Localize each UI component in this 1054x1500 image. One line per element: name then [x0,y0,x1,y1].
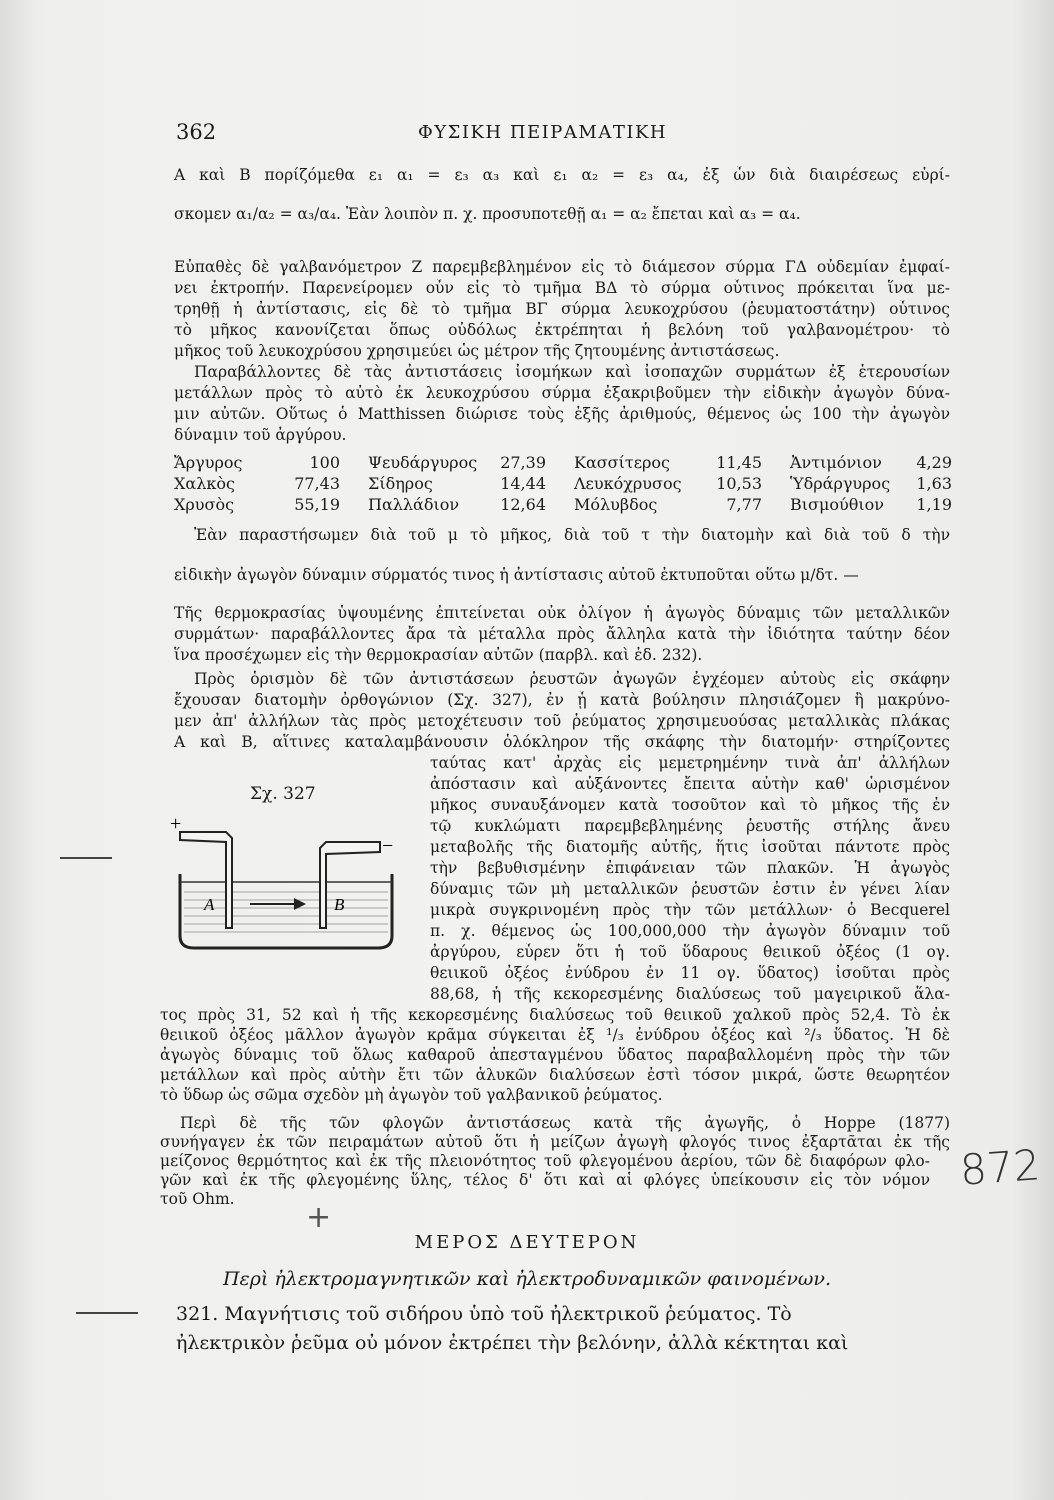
running-title: ΦΥΣΙΚΗ ΠΕΙΡΑΜΑΤΙΚΗ [418,122,668,143]
paragraph-line: τῷ κυκλώματι παρεμβεβλημένης ῥευστῆς στήλης ἄνευ [430,817,950,835]
paragraph-line: Περὶ δὲ τῆς τῶν φλογῶν ἀντιστάσεως κατὰ τῆς ἀγωγῆς, ὁ Hoppe (1877) [180,1114,950,1132]
paragraph-line: ἀγωγὸς δύναμις τοῦ ὅλως καθαροῦ ἀπεσταγμένου ὕδατος παραβαλλομένη πρὸς τὴν τῶν [160,1046,950,1064]
plate-a-label: Α [204,895,215,914]
paragraph-line: τος πρὸς 31, 52 καὶ ἡ τῆς κεκορεσμένης διαλύσεως τοῦ θειικοῦ χαλκοῦ πρὸς 52,4. Τὸ ἐκ [160,1006,950,1024]
paragraph-line: μετάλλων πρὸς τὸ αὐτὸ ἐκ λευκοχρύσου σύρμα ἐξακριβοῦμεν τὴν εἰδικὴν ἀγωγὸν δύνα- [174,384,950,402]
paragraph-line: μεν ἀπ' ἀλλήλων τὰς πρὸς μετοχέτευσιν τοῦ ῥεύματος χρησιμευούσας μεταλλικὰς πλάκας [174,712,950,730]
paragraph-line: τοῦ Ohm. [160,1190,235,1208]
paragraph-line: Α καὶ Β, αἵτινες καταλαμβάνουσιν ὁλόκληρον τῆς σκάφης τὴν διατομήν· στηρίζοντες [174,733,950,751]
section-text-line: ἠλεκτρικὸν ῥεῦμα οὐ μόνον ἐκτρέπει τὴν βελόνην, ἀλλὰ κέκτηται καὶ [176,1332,849,1354]
paragraph-line: Τῆς θερμοκρασίας ὑψουμένης ἐπιτείνεται οὐκ ὀλίγον ἡ ἀγωγὸς δύναμις τῶν μεταλλικῶν [174,604,950,622]
paragraph-line: μείζονος θερμότητος καὶ ἐκ τῆς πλειονότητος τοῦ φλεγομένου ἀερίου, τῶν δὲ διαφόρων φλο- [160,1152,930,1170]
paragraph-line: ἀργύρου, εὗρεν ὅτι ἡ τοῦ ὕδαρους θειικοῦ ὀξέος (1 ογ. [430,943,950,961]
paragraph-line: ταύτας κατ' ἀρχὰς εἰς μεμετρημένην τινὰ ἀπ' ἀλλήλων [430,754,950,772]
plus-sign: + [170,813,182,835]
paragraph-line: τὸ ὕδωρ ὡς σῶμα σχεδὸν μὴ ἀγωγὸν τοῦ γαλβανικοῦ ῥεύματος. [160,1086,663,1104]
paragraph-line: θειικοῦ ὀξέος μᾶλλον ἀγωγὸν κρᾶμα σύγκειται ἐξ ¹/₃ ἐνύδρου ὀξέος καὶ ²/₃ ὕδατος. Ἡ δὲ [160,1026,950,1044]
conductivity-value: 55,19 [294,495,340,514]
conductivity-value: 14,44 [500,474,546,493]
paragraph-line: μετάλλων καὶ πρὸς αὐτὴν ἔτι τῶν ἁλυκῶν διαλύσεων ἐστὶ τόσον μικρά, ὥστε θεωρητέον [160,1066,950,1084]
paragraph-line: ἀπόστασιν καὶ αὐξάνοντες ἔπειτα αὐτὴν καθ' ὡρισμένον [430,775,950,793]
paragraph-line: σκομεν α₁/α₂ = α₃/α₄. Ἐὰν λοιπὸν π. χ. προσυποτεθῇ α₁ = α₂ ἔπεται καὶ α₃ = α₄. [174,205,801,223]
electrolytic-trough-figure [166,812,406,962]
conductivity-value: 1,63 [916,474,952,493]
conductivity-value: 77,43 [294,474,340,493]
conductivity-value: 27,39 [500,453,546,472]
paragraph-line: μιν αὐτῶν. Οὕτως ὁ Matthissen διώρισε τοὺς ἑξῆς ἀριθμούς, θέμενος ὡς 100 τὴν ἀγωγὸν [174,405,950,423]
plate-b-label: Β [334,895,345,914]
paragraph-line: δύναμιν τοῦ ἀργύρου. [174,426,347,444]
paragraph-line: τὴν βεβυθισμένην ἐπιφάνειαν τῶν πλακῶν. Ἡ ἀγωγὸς [430,859,950,877]
metal-name: Σίδηρος [368,474,433,493]
metal-name: Παλλάδιον [368,495,460,514]
metal-name: Λευκόχρυσος [574,474,682,493]
paragraph-line: Πρὸς ὁρισμὸν δὲ τῶν ἀντιστάσεων ῥευστῶν ἀγωγῶν ἐγχέομεν αὐτοὺς εἰς σκάφην [194,670,950,688]
paragraph-line: νει ἐκτροπήν. Παρενείρομεν οὖν εἰς τὸ τμῆμα ΒΔ τὸ σύρμα οὗτινος πρόκειται ἵνα με- [174,279,950,297]
paragraph-line: γῶν καὶ ἐκ τῆς φλεγομένης ὕλης, τέλος δ' ὅτι καὶ αἱ φλόγες ὑπείκουσιν εἰς τὸν νόμον [160,1171,930,1189]
metal-name: Ψευδάργυρος [368,453,478,472]
figure-caption: Σχ. 327 [250,784,316,804]
handwritten-margin-number: 872 [958,1140,1042,1195]
table-row [174,473,980,494]
paragraph-line: εἰδικὴν ἀγωγὸν δύναμιν σύρματός τινος ἡ ἀντίστασις αὐτοῦ ἐκτυποῦται οὕτω μ/δτ. — [174,566,859,584]
metal-name: Μόλυβδος [574,495,658,514]
conductivity-value: 7,77 [726,495,762,514]
paragraph-line: θειικοῦ ὀξέος ἐνύδρου ἐν 11 ογ. ὕδατος) ἰσοῦται πρὸς [430,964,950,982]
paragraph-line: Ἐὰν παραστήσωμεν διὰ τοῦ μ τὸ μῆκος, διὰ τοῦ τ τὴν διατομὴν καὶ διὰ τοῦ δ τὴν [194,526,950,544]
metal-name: Ἄργυρος [174,453,243,472]
paragraph-line: συνήγαγεν ἐκ τῶν πειραμάτων αὐτοῦ ὅτι ἡ μείζων ἀγωγὴ φλογός τινος ἐξαρτᾶται ἐκ τῆς [160,1133,950,1151]
conductivity-value: 4,29 [916,453,952,472]
margin-dash [76,1312,138,1314]
metal-name: Ὑδράργυρος [790,474,891,493]
metal-name: Ἀντιμόνιον [790,453,882,472]
paragraph-line: μῆκος συναυξάνομεν κατὰ τοσοῦτον καὶ τὸ μῆκος τῆς ἐν [430,796,950,814]
handwritten-cross-mark: + [306,1200,332,1235]
paragraph-line: ἔχουσαν διατομὴν ὀρθογώνιον (Σχ. 327), ἐν ᾗ κατὰ βούλησιν πλησιάζομεν ἢ μακρύνο- [174,691,950,709]
paragraph-line: Παραβάλλοντες δὲ τὰς ἀντιστάσεις ἰσομήκων καὶ ἰσοπαχῶν συρμάτων ἐξ ἑτερουσίων [194,363,950,381]
paragraph-line: Εὐπαθὲς δὲ γαλβανόμετρον Ζ παρεμβεβλημένον εἰς τὸ διάμεσον σύρμα ΓΔ οὐδεμίαν ἐμφαί- [174,258,950,276]
paragraph-line: 88,68, ἡ τῆς κεκορεσμένης διαλύσεως τοῦ μαγειρικοῦ ἅλα- [430,985,950,1003]
paragraph-line: ἵνα προσέχωμεν εἰς τὴν θερμοκρασίαν αὐτῶν (παρβλ. καὶ ἐδ. 232). [174,646,703,664]
metal-name: Χαλκὸς [174,474,235,493]
page-number: 362 [176,120,217,144]
paragraph-line: Α καὶ Β πορίζόμεθα ε₁ α₁ = ε₃ α₃ καὶ ε₁ α₂ = ε₃ α₄, ἐξ ὧν διὰ διαιρέσεως εὑρί- [174,166,950,184]
metal-name: Βισμούθιον [790,495,884,514]
metal-name: Χρυσὸς [174,495,235,514]
paragraph-line: μεταβολῆς τῆς διατομῆς αὐτῆς, ἥτις ἰσοῦται πάντοτε πρὸς [430,838,950,856]
conductivity-value: 11,45 [716,453,762,472]
table-row [174,494,980,515]
margin-dash [60,857,112,859]
conductivity-table [174,452,980,515]
paragraph-line: μῆκος τοῦ λευκοχρύσου χρησιμεύει ὡς μέτρον τῆς ζητουμένης ἀντιστάσεως. [174,342,780,360]
conductivity-value: 100 [309,453,340,472]
part-subtitle: Περὶ ἠλεκτρομαγνητικῶν καὶ ἠλεκτροδυναμικῶν φαινομένων. [222,1268,832,1290]
conductivity-value: 10,53 [716,474,762,493]
conductivity-value: 12,64 [500,495,546,514]
metal-name: Κασσίτερος [574,453,671,472]
table-row [174,452,980,473]
paragraph-line: συρμάτων· παραβάλλοντες ἄρα τὰ μέταλλα πρὸς ἄλληλα κατὰ τὴν ἰδιότητα ταύτην δέον [174,625,950,643]
minus-sign: − [382,835,394,857]
paragraph-line: τρηθῇ ἡ ἀντίστασις, εἰς δὲ τὸ τμῆμα ΒΓ σύρμα λευκοχρύσου (ῥευματοστάτην) οὗτινος [174,300,950,318]
paragraph-line: δύναμις τῶν μὴ μεταλλικῶν ῥευστῶν ἐστιν ἐν γένει λίαν [430,880,950,898]
paragraph-line: τὸ μῆκος κανονίζεται ὅπως οὐδόλως ἐκτρέπηται ἡ βελόνη τοῦ γαλβανομέτρου· τὸ [174,321,950,339]
paragraph-line: π. χ. θέμενος ὡς 100,000,000 τὴν ἀγωγὸν δύναμιν τοῦ [430,922,950,940]
conductivity-value: 1,19 [916,495,952,514]
paragraph-line: μικρὰ συγκρινομένη πρὸς τὴν τῶν μετάλλων· ὁ Becquerel [430,901,950,919]
part-title: ΜΕΡΟΣ ΔΕΥΤΕΡΟΝ [414,1232,640,1253]
section-heading: 321. Μαγνήτισις τοῦ σιδήρου ὑπὸ τοῦ ἠλεκτρικοῦ ῥεύματος. Τὸ [176,1303,792,1325]
